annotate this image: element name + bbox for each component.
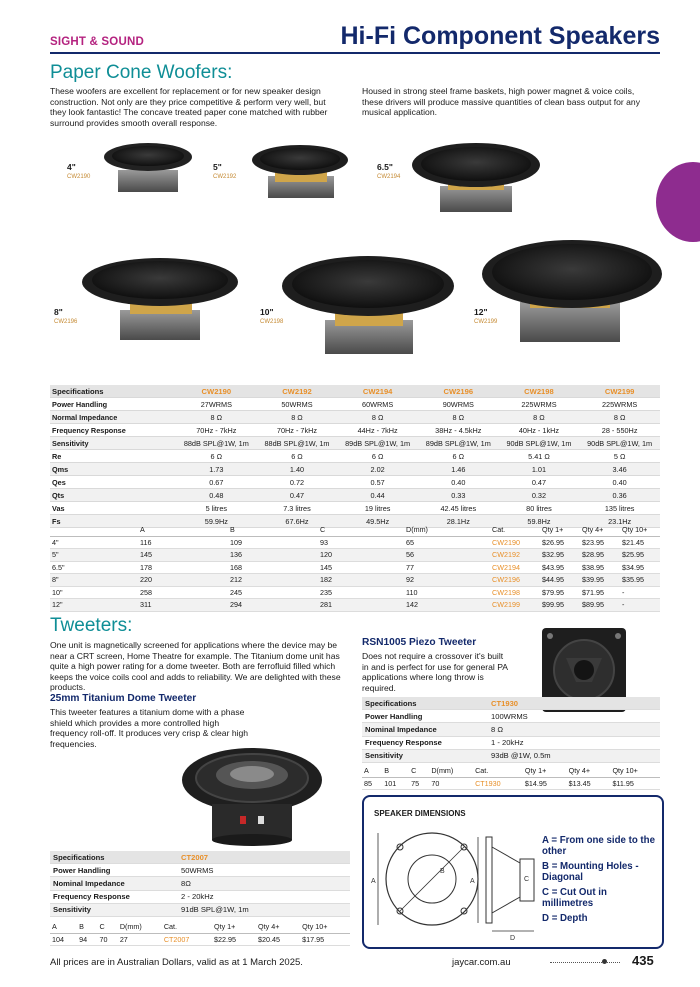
table-row: 8" 220 212 182 92 CW2196 $44.95 $39.95 $35.95: [50, 574, 660, 587]
table-row: 10" 258 245 235 110 CW2198 $79.95 $71.95 -: [50, 586, 660, 599]
woofer-6-5-image: [412, 143, 540, 212]
piezo-spec-table: [362, 697, 660, 763]
woofer-images: [0, 140, 700, 372]
footer-dotted-rule: [550, 962, 620, 963]
table-row: 85 101 75 70 CT1930 $14.95 $13.45 $11.95: [362, 777, 660, 790]
woofer-cat-label: CW2190: [67, 174, 91, 180]
woofers-heading: Paper Cone Woofers:: [50, 62, 233, 83]
dimensions-diagram: [370, 823, 546, 943]
dome-price-table: [50, 921, 350, 946]
piezo-tweeter-title: RSN1005 Piezo Tweeter: [362, 637, 477, 648]
woofer-4-image: [104, 143, 192, 192]
tweeters-intro: One unit is magnetically screened for applications where the device may be near a CRT screen, Home Theatre for example. The Titanium dome unit has quite a high power rating for a dome tweeter. Both are ferrofluid filled which keeps the voice coils cool and adds to reliability. We are delighted with these products.: [50, 640, 341, 693]
table-row: Re 6 Ω 6 Ω 6 Ω 6 Ω 5.41 Ω 5 Ω: [50, 450, 660, 463]
dim-label-b: B: [440, 868, 445, 875]
table-row: 104 94 70 27 CT2007 $22.95 $20.45 $17.95: [50, 933, 350, 946]
table-row: 5" 145 136 120 56 CW2192 $32.95 $28.95 $25.95: [50, 549, 660, 562]
table-header-row: Specifications CT2007: [50, 851, 350, 864]
woofer-8-image: [82, 258, 238, 340]
footer-note: All prices are in Australian Dollars, valid as at 1 March 2025.: [50, 957, 303, 968]
table-row: Qms 1.73 1.40 2.02 1.46 1.01 3.46: [50, 463, 660, 476]
woofer-5-image: [252, 145, 348, 198]
woofer-12-image: [482, 240, 662, 342]
table-header-row: A B C D(mm) Cat. Qty 1+ Qty 4+ Qty 10+: [50, 921, 350, 933]
table-row: Nominal Impedance 8Ω: [50, 877, 350, 890]
legend-item: C = Cut Out in millimetres: [542, 887, 607, 909]
model-header: CW2198: [499, 385, 580, 398]
tweeters-heading: Tweeters:: [50, 615, 133, 636]
woofer-size-label: 6.5": [377, 162, 393, 172]
footer-url[interactable]: jaycar.com.au: [452, 957, 511, 968]
table-row: Frequency Response 1 - 20kHz: [362, 736, 660, 749]
dome-tweeter-title: 25mm Titanium Dome Tweeter: [50, 693, 197, 704]
woofer-cat-label: CW2194: [377, 174, 401, 180]
dim-label-c: C: [524, 876, 530, 883]
header-rule: [50, 52, 660, 54]
table-row: Qes 0.67 0.72 0.57 0.40 0.47 0.40: [50, 476, 660, 489]
section-tag: SIGHT & SOUND: [50, 36, 144, 48]
table-row: Sensitivity 91dB SPL@1W, 1m: [50, 903, 350, 916]
woofer-spec-table: [50, 385, 660, 528]
legend-item: B = Mounting Holes - Diagonal: [542, 861, 639, 883]
dim-label-a-side: A: [470, 878, 475, 885]
page-title: Hi-Fi Component Speakers: [340, 22, 660, 50]
table-header-row: [50, 385, 660, 398]
table-row: Fs 59.9Hz 67.6Hz 49.5Hz 28.1Hz 59.8Hz 23.1Hz: [50, 515, 660, 528]
model-header: CW2196: [418, 385, 499, 398]
table-row: Sensitivity 93dB @1W, 0.5m: [362, 749, 660, 762]
dome-tweeter-desc: This tweeter features a titanium dome with a phase shield which provides a more controlled high frequency roll-off. It produces very crisp & clear high frequencies.: [50, 707, 249, 749]
model-header: CW2194: [337, 385, 418, 398]
woofer-size-label: 10": [260, 307, 274, 317]
footer-dot: [602, 959, 607, 964]
table-row: Power Handling 50WRMS: [50, 864, 350, 877]
dim-label-d: D: [510, 935, 516, 942]
woofer-size-label: 12": [474, 307, 488, 317]
table-header-row: A B C D(mm) Cat. Qty 1+ Qty 4+ Qty 10+: [50, 524, 660, 536]
table-row: Nominal Impedance 8 Ω: [362, 723, 660, 736]
table-row: Power Handling 27WRMS 50WRMS 60WRMS 90WRMS 225WRMS 225WRMS: [50, 398, 660, 411]
woofer-size-label: 4": [67, 162, 76, 172]
table-row: Normal Impedance 8 Ω 8 Ω 8 Ω 8 Ω 8 Ω 8 Ω: [50, 411, 660, 424]
spec-header: Specifications: [50, 385, 176, 398]
speaker-dimensions-box: [362, 795, 664, 949]
model-header: CW2192: [257, 385, 338, 398]
table-row: Frequency Response 2 - 20kHz: [50, 890, 350, 903]
woofers-intro-right: Housed in strong steel frame baskets, high power magnet & voice coils, these drivers will produce massive quantities of clean bass output for any musical application.: [362, 86, 641, 118]
page-number: 435: [632, 953, 654, 968]
legend-item: A = From one side to the other: [542, 835, 655, 857]
piezo-price-table: [362, 765, 660, 790]
dim-label-a: A: [371, 878, 376, 885]
table-row: Sensitivity 88dB SPL@1W, 1m 88dB SPL@1W, 1m 89dB SPL@1W, 1m 89dB SPL@1W, 1m 90dB SPL@1W, 1m 90dB SPL@1W, 1m: [50, 437, 660, 450]
table-row: 4" 116 109 93 65 CW2190 $26.95 $23.95 $21.45: [50, 536, 660, 549]
table-row: Power Handling 100WRMS: [362, 710, 660, 723]
model-header: CW2199: [579, 385, 660, 398]
piezo-tweeter-desc: Does not require a crossover it's built in and is perfect for use for general PA applications where long throw is required.: [362, 651, 508, 693]
dimensions-legend: [542, 835, 660, 924]
dome-spec-table: [50, 851, 350, 917]
table-row: 12" 311 294 281 142 CW2199 $99.95 $89.95 -: [50, 599, 660, 612]
table-header-row: A B C D(mm) Cat. Qty 1+ Qty 4+ Qty 10+: [362, 765, 660, 777]
woofer-cat-label: CW2196: [54, 319, 78, 325]
dome-tweeter-image: [176, 742, 328, 848]
table-row: Qts 0.48 0.47 0.44 0.33 0.32 0.36: [50, 489, 660, 502]
woofer-cat-label: CW2192: [213, 174, 237, 180]
table-row: Vas 5 litres 7.3 litres 19 litres 42.45 litres 80 litres 135 litres: [50, 502, 660, 515]
woofer-size-label: 8": [54, 307, 63, 317]
dimensions-title: SPEAKER DIMENSIONS: [374, 809, 466, 818]
woofer-10-image: [282, 256, 454, 354]
table-header-row: Specifications CT1930: [362, 697, 660, 710]
model-header: CW2190: [176, 385, 257, 398]
woofer-price-table: [50, 524, 660, 612]
woofer-size-label: 5": [213, 162, 222, 172]
table-row: Frequency Response 70Hz - 7kHz 70Hz - 7kHz 44Hz - 7kHz 38Hz - 4.5kHz 40Hz - 1kHz 28 - 550Hz: [50, 424, 660, 437]
legend-item: D = Depth: [542, 913, 588, 924]
woofers-intro-left: These woofers are excellent for replacement or for new speaker design construction. Not only are they price competitive & perform very well, but they look fantastic! The concave treated paper cone matched with rubber surround provides smooth overall response.: [50, 86, 328, 128]
woofer-cat-label: CW2199: [474, 319, 498, 325]
table-row: 6.5" 178 168 145 77 CW2194 $43.95 $38.95 $34.95: [50, 561, 660, 574]
woofer-cat-label: CW2198: [260, 319, 284, 325]
